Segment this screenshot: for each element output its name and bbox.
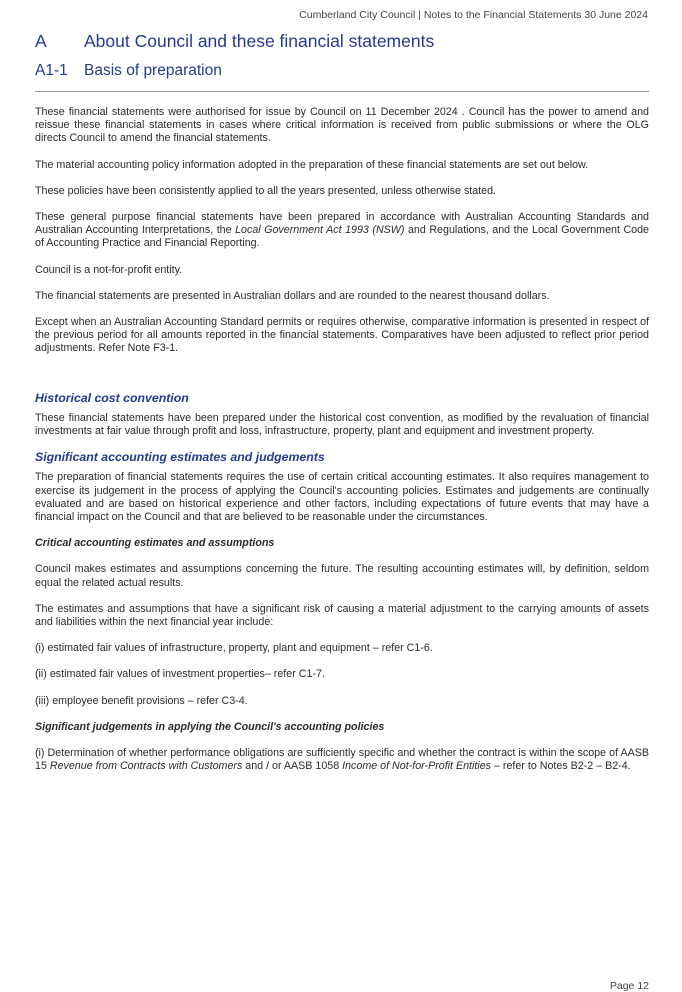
critical-estimates-heading: Critical accounting estimates and assumptions (35, 537, 275, 550)
judgement-item (35, 747, 649, 773)
judgement-text-3: – refer to Notes B2-2 – B2-4. (491, 760, 631, 773)
running-header: Cumberland City Council | Notes to the Financial Statements 30 June 2024 (299, 9, 648, 21)
list-item: (i) estimated fair values of infrastructure, property, plant and equipment – refer C1-6. (35, 642, 433, 655)
historical-cost-text: These financial statements have been prepared under the historical cost convention, as modified by the revaluation of financial investments at fair value through profit and loss, infrastructure, property, plant and equipment and investment property. (35, 411, 649, 438)
list-item: (ii) estimated fair values of investment properties– refer C1-7. (35, 668, 325, 681)
compliance-act-name: Local Government Act 1993 (NSW) (235, 224, 405, 237)
list-item: (iii) employee benefit provisions – refer C3-4. (35, 694, 248, 707)
subsection-heading (35, 62, 222, 80)
judgement-text-1: (i) Determination of whether performance obligations are sufficiently specific and whether the contract is within the scope of AASB 15 (35, 747, 649, 773)
paragraph-policy-info: The material accounting policy information adopted in the preparation of these financial statements are set out below. (35, 158, 589, 171)
paragraph-currency: The financial statements are presented in Australian dollars and are rounded to the nearest thousand dollars. (35, 289, 550, 302)
section-number: A (35, 31, 47, 51)
subsection-title: Basis of preparation (84, 62, 222, 79)
section-heading (35, 31, 434, 52)
judgements-heading: Significant judgements in applying the Council's accounting policies (35, 720, 385, 733)
paragraph-consistency: These policies have been consistently applied to all the years presented, unless otherwise stated. (35, 184, 497, 197)
judgement-standard-1: Revenue from Contracts with Customers (49, 760, 243, 773)
subsection-number: A1-1 (35, 62, 68, 79)
page-number: Page 12 (609, 980, 649, 992)
judgement-standard-2: Income of Not-for-Profit Entities (342, 760, 492, 773)
compliance-text-1: These general purpose financial statements have been prepared in accordance with Australian Accounting Standards and Australian Accounting Interpretations, the (35, 211, 649, 237)
heading-divider (35, 91, 649, 92)
critical-estimates-text-1: Council makes estimates and assumptions concerning the future. The resulting accounting estimates will, by definition, seldom equal the related actual results. (35, 563, 649, 589)
paragraph-authorisation: These financial statements were authorised for issue by Council on 11 December 2024 . Council has the power to amend and reissue these financial statements in cases where critical information is received from public submissions or where the OLG directs Council to amend the financial statements. (35, 106, 649, 145)
estimates-heading: Significant accounting estimates and judgements (35, 450, 325, 465)
paragraph-comparatives: Except when an Australian Accounting Standard permits or requires otherwise, comparative information is presented in respect of the previous period for all amounts reported in the financial statements. Comparatives have been adjusted to reflect prior period adjustments. Refer Note F3-1. (35, 316, 649, 355)
compliance-text-2: and Regulations, and the Local Government Code of Accounting Practice and Financial Reporting. (35, 224, 650, 250)
estimates-text: The preparation of financial statements requires the use of certain critical accounting estimates. It also requires management to exercise its judgement in the process of applying the Council's accounting policies. Estimates and judgements are continually evaluated and are based on historical experience and other factors, including expectations of future events that may have a financial impact on the Council and that are believed to be reasonable under the circumstances. (35, 471, 649, 524)
historical-cost-heading: Historical cost convention (35, 390, 189, 405)
critical-estimates-text-2: The estimates and assumptions that have a significant risk of causing a material adjustment to the carrying amounts of assets and liabilities within the next financial year include: (35, 602, 649, 629)
section-title: About Council and these financial statements (84, 31, 435, 51)
paragraph-entity-type: Council is a not-for-profit entity. (35, 263, 183, 276)
page-body (35, 106, 649, 787)
judgement-text-2: and / or AASB 1058 (242, 760, 343, 773)
paragraph-compliance (35, 211, 649, 251)
